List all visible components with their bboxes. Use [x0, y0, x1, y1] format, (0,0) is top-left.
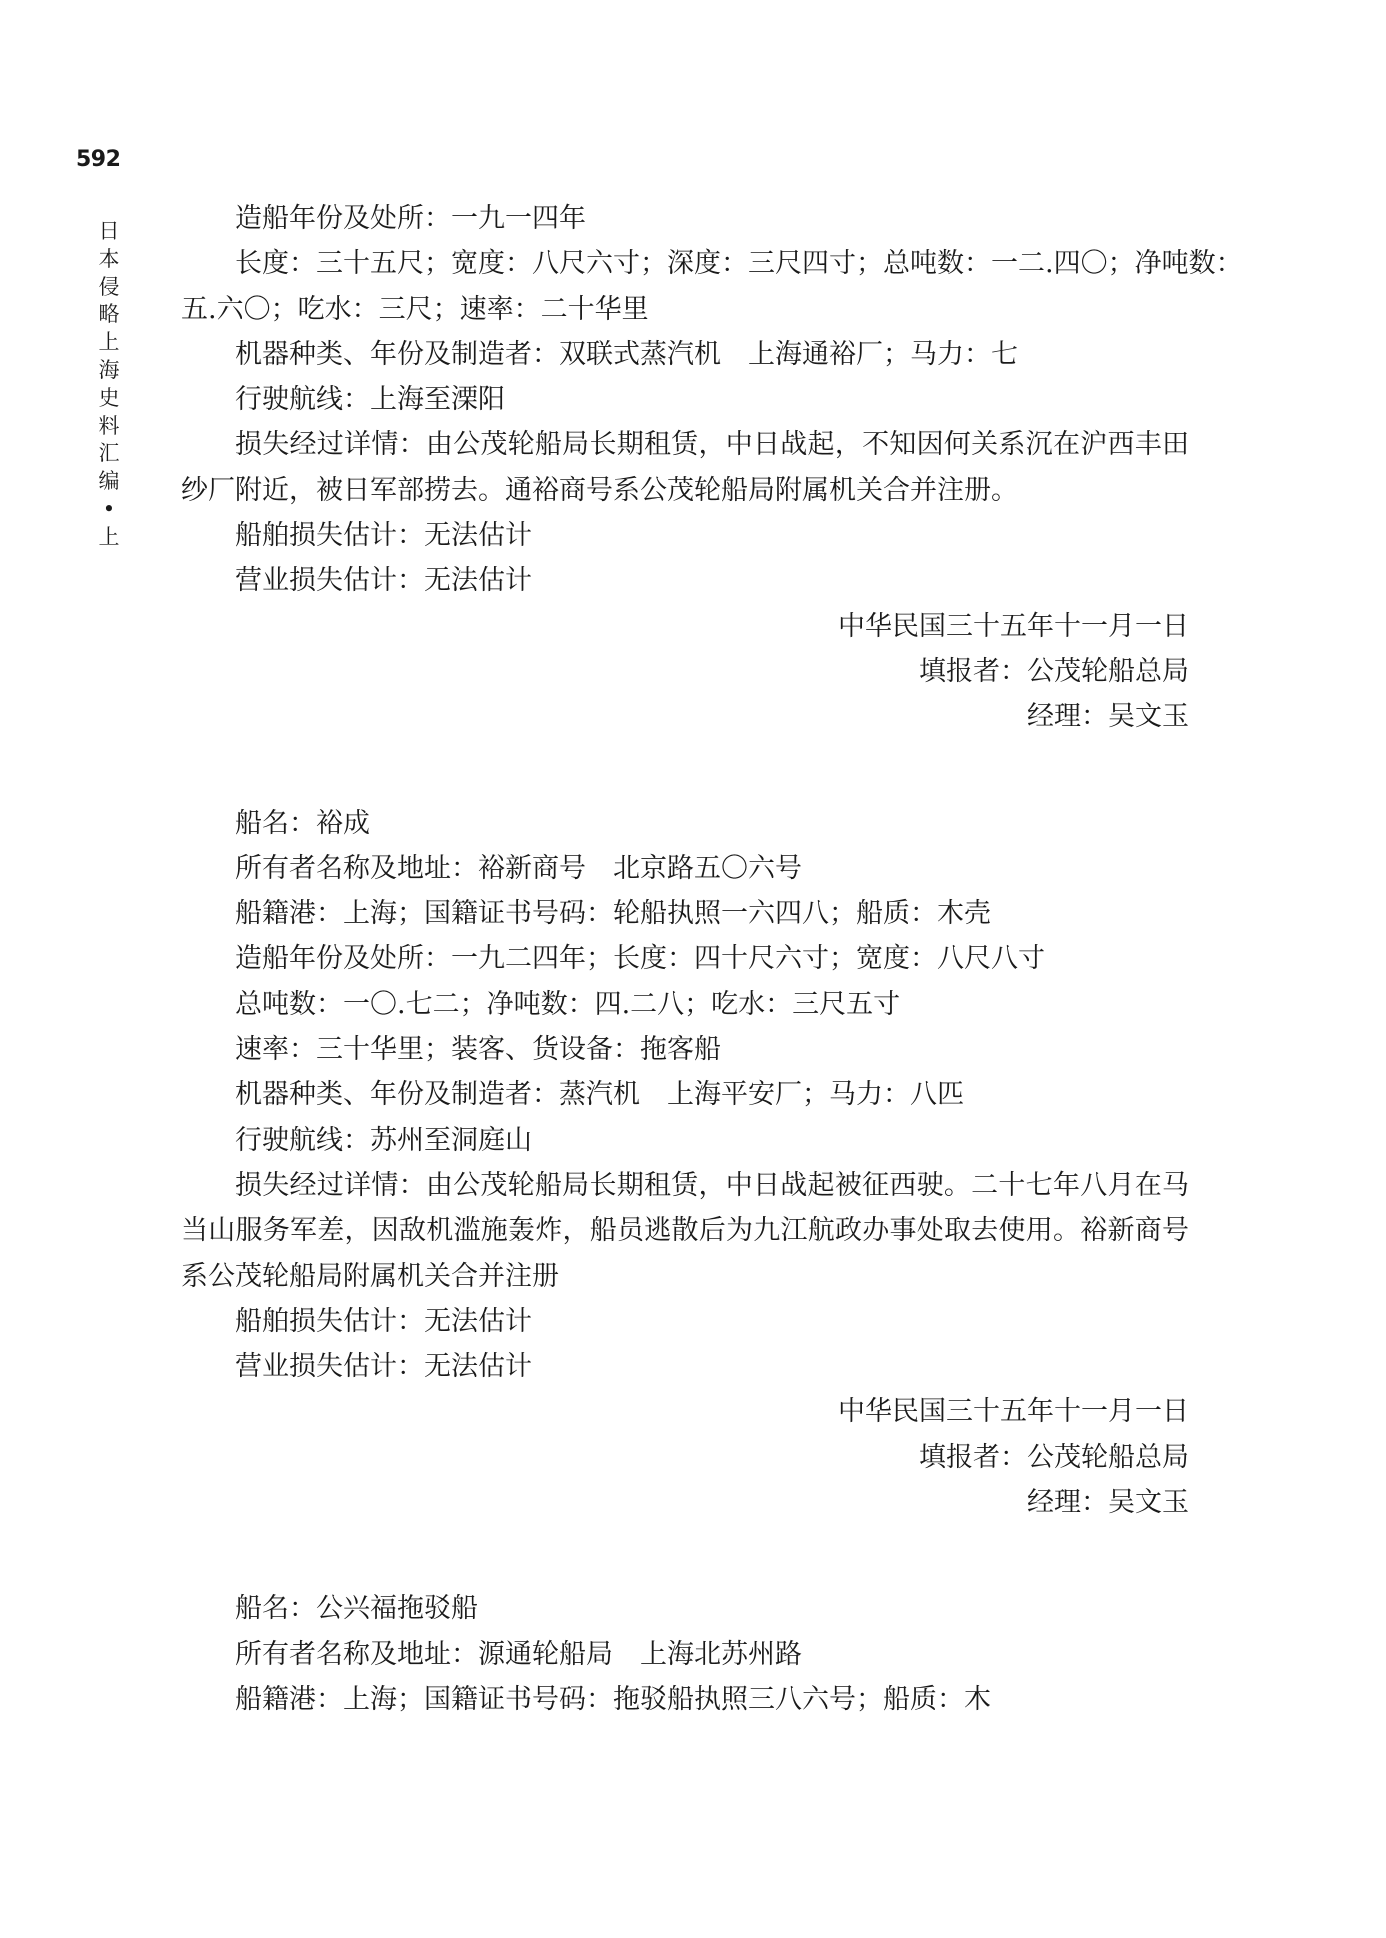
record-section [181, 196, 1243, 740]
business-loss-line: 营业损失估计：无法估计 [235, 565, 532, 597]
reporter: 填报者：公茂轮船总局 [919, 1441, 1189, 1473]
report-date: 中华民国三十五年十一月一日 [838, 1396, 1189, 1428]
loss-detail-paragraph: 损失经过详情：由公茂轮船局长期租赁，中日战起被征西驶。二十七年八月在马当山服务军差，因敌机滥施轰炸，船员逃散后为九江航政办事处取去使用。裕新商号系公茂轮船局附属机关合并注册 [181, 1169, 1189, 1292]
record-section [181, 801, 1189, 1526]
registry-line: 船籍港：上海；国籍证书号码：拖驳船执照三八六号；船质：木 [235, 1683, 991, 1715]
build-info-line: 造船年份及处所：一九二四年；长度：四十尺六寸；宽度：八尺八寸 [235, 943, 1045, 975]
build-info-line: 造船年份及处所：一九一四年 [235, 203, 586, 234]
record-section [181, 1586, 1189, 1722]
engine-line: 机器种类、年份及制造者：双联式蒸汽机 上海通裕厂；马力：七 [235, 338, 1018, 370]
route-line: 行驶航线：苏州至洞庭山 [235, 1124, 532, 1156]
speed-line: 速率：三十华里；装客、货设备：拖客船 [235, 1034, 721, 1066]
running-title: 日本侵略上海史料汇编•上 [98, 219, 120, 549]
owner-line: 所有者名称及地址：源通轮船局 上海北苏州路 [235, 1638, 802, 1670]
ship-name-line: 船名：裕成 [235, 807, 370, 839]
dimensions-line: 长度：三十五尺；宽度：八尺六寸；深度：三尺四寸；总吨数：一二.四〇；净吨数： [235, 248, 1243, 280]
loss-detail-paragraph: 损失经过详情：由公茂轮船局长期租赁，中日战起，不知因何关系沉在沪西丰田纱厂附近，被日军部捞去。通裕商号系公茂轮船局附属机关合并注册。 [181, 429, 1189, 506]
reporter: 填报者：公茂轮船总局 [919, 655, 1189, 687]
ship-name-line: 船名：公兴福拖驳船 [235, 1593, 478, 1625]
owner-line: 所有者名称及地址：裕新商号 北京路五〇六号 [235, 852, 802, 884]
manager: 经理：吴文玉 [1027, 701, 1189, 733]
manager: 经理：吴文玉 [1027, 1487, 1189, 1519]
dimensions-continuation-line: 五.六〇；吃水：三尺；速率：二十华里 [181, 293, 649, 325]
document-body [181, 196, 1243, 1722]
registry-line: 船籍港：上海；国籍证书号码：轮船执照一六四八；船质：木壳 [235, 898, 991, 930]
page-number: 592 [76, 147, 121, 172]
report-date: 中华民国三十五年十一月一日 [838, 610, 1189, 642]
business-loss-line: 营业损失估计：无法估计 [235, 1351, 532, 1383]
ship-loss-line: 船舶损失估计：无法估计 [235, 1305, 532, 1337]
route-line: 行驶航线：上海至溧阳 [235, 384, 505, 416]
ship-loss-line: 船舶损失估计：无法估计 [235, 520, 532, 552]
engine-line: 机器种类、年份及制造者：蒸汽机 上海平安厂；马力：八匹 [235, 1079, 964, 1111]
tonnage-line: 总吨数：一〇.七二；净吨数：四.二八；吃水：三尺五寸 [235, 988, 901, 1020]
